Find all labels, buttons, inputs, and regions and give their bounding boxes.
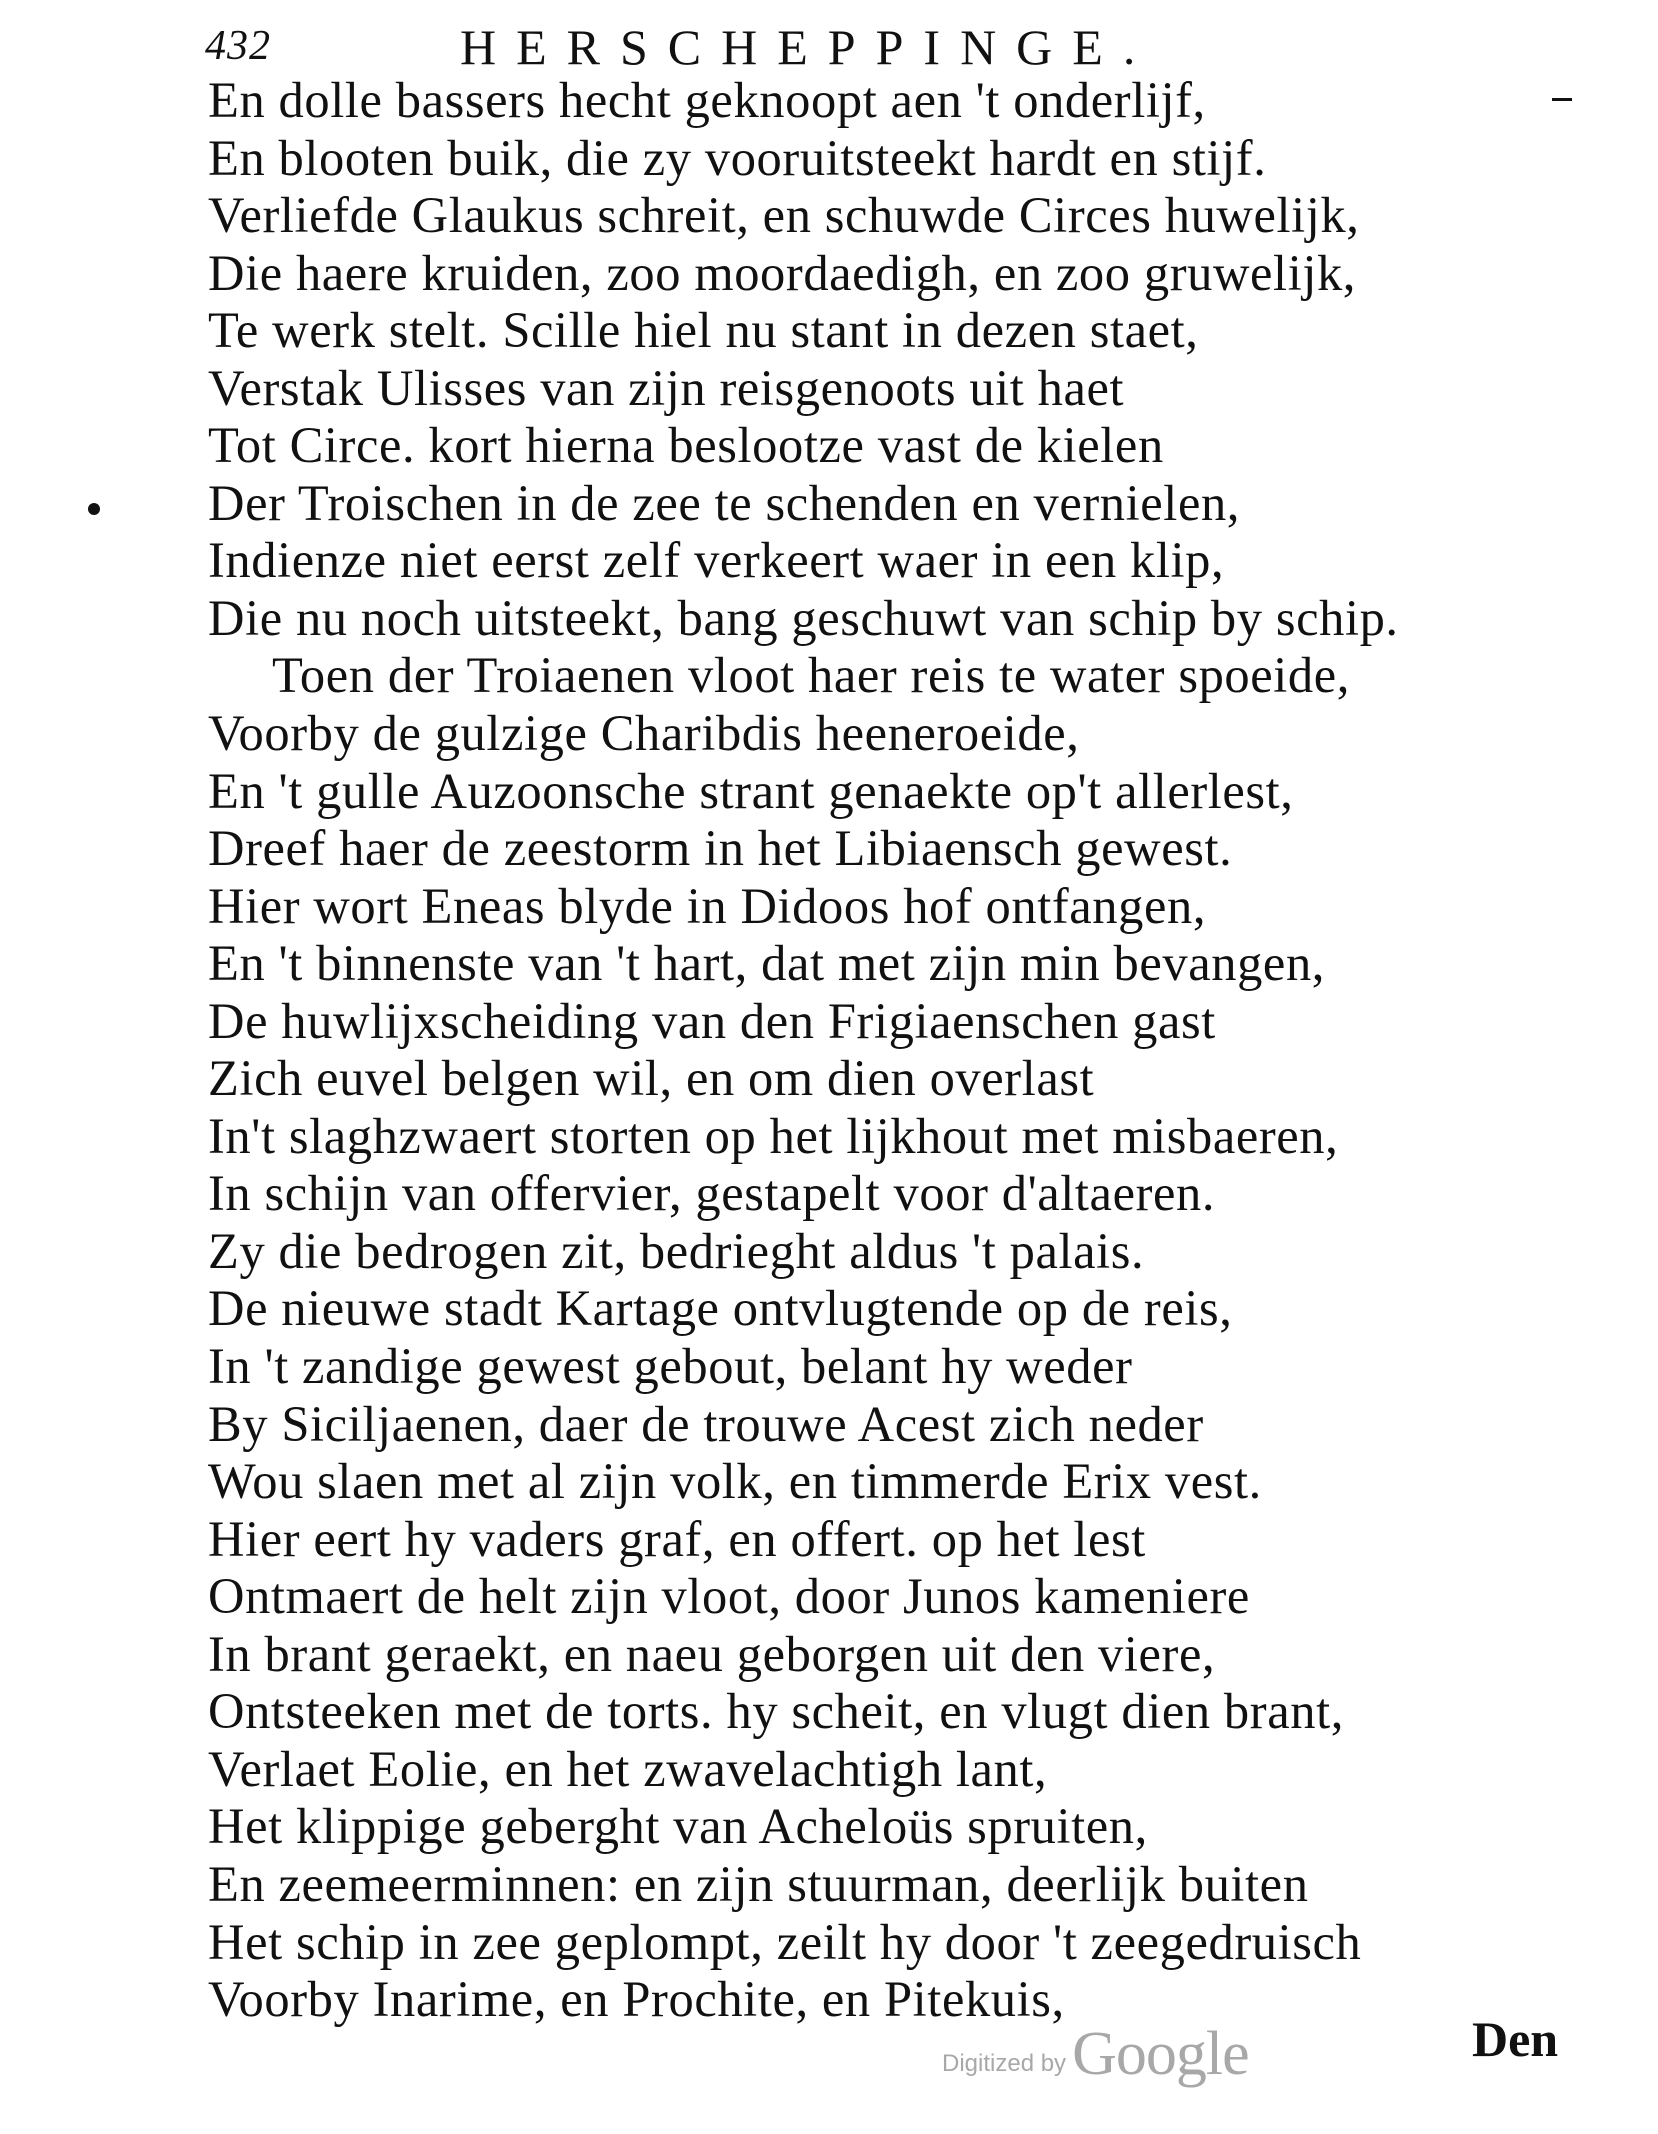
verse-line: Die nu noch uitsteekt, bang geschuwt van schip by schip.: [208, 589, 1399, 646]
verse-line: Hier wort Eneas blyde in Didoos hof ontfangen,: [208, 877, 1207, 934]
verse-line: Ontsteeken met de torts. hy scheit, en vlugt dien brant,: [208, 1683, 1344, 1740]
verse-line: Voorby Inarime, en Prochite, en Pitekuis,: [208, 1971, 1065, 2028]
verse-line: Verstak Ulisses van zijn reisgenoots uit haet: [208, 359, 1125, 416]
verse-line: En 't binnenste van 't hart, dat met zijn min bevangen,: [208, 935, 1326, 992]
verse-line: Dreef haer de zeestorm in het Libiaensch gewest.: [208, 820, 1233, 877]
verse-line: Die haere kruiden, zoo moordaedigh, en zoo gruwelijk,: [208, 244, 1357, 301]
verse-line: Het schip in zee geplompt, zeilt hy door 't zeegedruisch: [208, 1913, 1362, 1970]
ink-dash-mark: [1552, 98, 1572, 101]
verse-line: Tot Circe. kort hierna beslootze vast de kielen: [208, 417, 1164, 474]
watermark-prefix: Digitized by: [942, 2050, 1067, 2077]
verse-line: En blooten buik, die zy vooruitsteekt hardt en stijf.: [208, 129, 1267, 186]
verse-line: Wou slaen met al zijn volk, en timmerde Erix vest.: [208, 1453, 1262, 1510]
verse-line: Ontmaert de helt zijn vloot, door Junos kameniere: [208, 1568, 1250, 1625]
verse-line: Toen der Troiaenen vloot haer reis te water spoeide,: [272, 647, 1351, 704]
verse-line: Verlaet Eolie, en het zwavelachtigh lant,: [208, 1740, 1048, 1797]
verse-line: By Siciljaenen, daer de trouwe Acest zich neder: [208, 1395, 1204, 1452]
catchword: Den: [1472, 2011, 1559, 2067]
verse-line: En 't gulle Auzoonsche strant genaekte op't allerlest,: [208, 762, 1294, 819]
verse-line: Indienze niet eerst zelf verkeert waer in een klip,: [208, 532, 1225, 589]
verse-line: De nieuwe stadt Kartage ontvlugtende op de reis,: [208, 1280, 1233, 1337]
verse-line: Te werk stelt. Scille hiel nu stant in dezen staet,: [208, 302, 1199, 359]
google-logo: Google: [1072, 2020, 1249, 2088]
page-header: [205, 18, 1355, 78]
verse-text: [208, 72, 1558, 2029]
running-head: HERSCHEPPINGE.: [460, 19, 1156, 75]
verse-line: In 't zandige gewest gebout, belant hy weder: [208, 1338, 1133, 1395]
verse-line: In brant geraekt, en naeu geborgen uit den viere,: [208, 1625, 1216, 1682]
page-number: 432: [205, 23, 271, 69]
verse-line: Hier eert hy vaders graf, en offert. op het lest: [208, 1510, 1146, 1567]
ink-dot-mark: [88, 503, 100, 515]
verse-line: Der Troischen in de zee te schenden en vernielen,: [208, 474, 1241, 531]
digitized-watermark: [942, 2020, 1249, 2090]
verse-line: Voorby de gulzige Charibdis heeneroeide,: [208, 705, 1080, 762]
verse-line: Verliefde Glaukus schreit, en schuwde Circes huwelijk,: [208, 187, 1360, 244]
verse-line: De huwlijxscheiding van den Frigiaenschen gast: [208, 992, 1216, 1049]
verse-line: Zy die bedrogen zit, bedrieght aldus 't palais.: [208, 1222, 1145, 1279]
verse-line: Zich euvel belgen wil, en om dien overlast: [208, 1050, 1095, 1107]
verse-line: In schijn van offervier, gestapelt voor d'altaeren.: [208, 1165, 1216, 1222]
verse-line: Het klippige geberght van Acheloüs spruiten,: [208, 1798, 1148, 1855]
verse-line: In't slaghzwaert storten op het lijkhout met misbaeren,: [208, 1107, 1339, 1164]
verse-line: En dolle bassers hecht geknoopt aen 't onderlijf,: [208, 72, 1206, 128]
verse-line: En zeemeerminnen: en zijn stuurman, deerlijk buiten: [208, 1855, 1309, 1912]
